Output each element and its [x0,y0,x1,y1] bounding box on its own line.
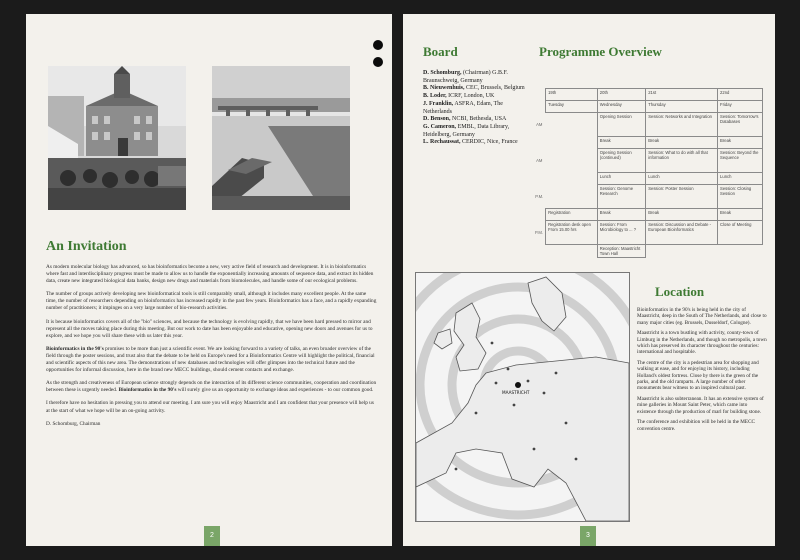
table-row [533,113,763,137]
table-row [533,137,763,149]
europe-map [415,272,630,522]
right-page [403,14,775,546]
member-name: B. Nieuwenhuis, [423,85,465,92]
day-cell: Wednesday [597,101,645,113]
table-row [533,209,763,221]
member-name: D. Benson, [423,116,451,123]
session-cell: Reception: Maastricht Town Hall [597,245,645,258]
session-cell: Break [646,209,718,221]
day-row [533,101,763,113]
empty-cell [546,149,598,173]
empty-cell [546,113,598,137]
session-cell: Break [718,137,763,149]
member-detail: CEC, Brussels, Belgium [464,85,525,92]
invitation-paragraph-5 [46,380,378,394]
session-cell: Session: Tomorrow's Databases [718,113,763,137]
table-row [533,149,763,173]
member-detail: (Chairman) G.B.F. Braunschweig, Germany [423,70,508,84]
invitation-heading: An Invitation [46,239,127,254]
date-cell: 21st [646,89,718,101]
session-cell: Session: Genome Research [597,185,645,209]
session-cell: Session: What to do with all that information [646,149,718,173]
member-detail: EMBL, Data Library, Heidelberg, Germany [423,123,510,138]
session-cell: Session: Closing Session [718,185,763,209]
page-number: 3 [580,526,596,546]
binder-holes [373,40,383,74]
empty-cell [546,173,598,185]
invitation-paragraph-4 [46,346,378,374]
location-paragraph-1: Bioinformatics in the 90's is being held in the city of Maastricht, deep in the South of The Netherlands, and close to many major cities (eg. Brussels, Dusseldorf, Cologne). [637,307,767,326]
invitation-text [46,264,378,434]
binder-hole [373,40,383,50]
map-graphic [416,273,629,521]
event-name-bold: Bioinformatics in the 90's [118,387,177,394]
empty-cell [533,173,546,185]
town-hall-photo [48,66,186,210]
maastricht-marker [515,382,521,388]
empty-cell [718,245,763,258]
member-detail: CERDIC, Nice, France [460,139,518,146]
date-row [533,89,763,101]
slot-label: AM [536,122,543,127]
slot-label: P.M. [535,230,544,235]
page-number: 2 [204,526,220,546]
table-row [533,221,763,245]
invitation-paragraph-1: As modern molecular biology has advanced, so has bioinformatics become a new, very active field of research and development. It is in bioinformatics where fast and interdisciplinary progress must be made to allow us to handle the exponentially increasing amounts of sequence data, and extract its hidden data, create new integrated biological data banks, design new drugs and materials from biomolecules, and handle some of our ecological problems. [46,264,374,285]
programme-heading: Programme Overview [539,44,662,59]
empty-cell [646,245,718,258]
date-cell: 19th [546,89,598,101]
session-cell: Session: Poster Session [646,185,718,209]
invitation-paragraph-2: The number of groups actively developing new bioinformatical tools is still comparably small, although it includes many excellent people. At the same time, the number of researchers depending on bioinformatics has increased rapidly in the past few years. Bioinformatics has a face, and a rapidly expanding number of practitioners; it impinges on a very large number of bio-research activities. [46,291,377,312]
event-name-bold: Bioinformatics in the 90's [46,345,104,352]
board-member [423,93,533,101]
session-cell: Lunch [597,173,645,185]
paragraph-5-end: will surely give us an opportunity to exchange ideas and experiences - to our common good. [176,387,374,394]
empty-cell [546,137,598,149]
board-member [423,85,533,93]
location-paragraph-2: Maastricht is a town bustling with activity, county-town of Limburg in the Netherlands, and though no metropolis, a town which has preserved its character throughout the centuries: international and hospitable. [637,330,767,356]
session-cell: Close of Meeting [718,221,763,245]
session-cell: Registration desk open From 15.00 hrs [546,221,598,245]
table-row [533,245,763,258]
member-detail: NCBI, Bethesda, USA [450,116,507,123]
board-member [423,124,533,139]
empty-cell [546,245,598,258]
day-cell: Friday [718,101,763,113]
member-name: J. Franklin, [423,100,454,107]
empty-cell [533,89,546,101]
session-cell: Break [646,137,718,149]
session-cell: Break [718,209,763,221]
paragraph-5-start: As the strength and creativeness of European science strongly depends on the interaction of its different science communities, cooperation and coordination between these is urgently needed. [46,380,377,394]
location-heading: Location [655,284,705,299]
session-cell: Lunch [646,173,718,185]
location-paragraph-4: Maastricht is also subterranean. It has an extensive system of mine galleries in Mount Saint Peter, which came into existence through the production of marl for building stone. [637,395,764,415]
paragraph-4-rest: promises to be more than just a scientific event. We are looking forward to a variety of talks, an even broader overview of the field through the poster sessions, and trust also that the debate to be held on Europe's need for a Bioinformatics Centre will highlight the political, financial and scientific aspects of this new area. The demonstrations of new databases and technologies will offer glimpses into the technical future and the opportunities for informal discussion, here in the brand new MECC buildings, should cement contacts and exchange. [46,345,375,374]
table-row [533,185,763,209]
board-member [423,101,533,116]
signature: D. Schomburg, Chairman [46,420,101,427]
day-cell: Thursday [646,101,718,113]
member-name: L. Rechaussat, [423,139,461,146]
binder-hole [373,57,383,67]
slot-label: P.M. [535,194,544,199]
empty-cell [546,185,598,209]
invitation-paragraph-6: I therefore have no hesitation in pressing you to attend our meeting. I am sure you will enjoy Maastricht and I am confident that your presence will help us at the start of what we hope will be an on-going activity. [46,400,374,414]
session-cell: Session: Beyond the Sequence [718,149,763,173]
empty-cell [533,101,546,113]
session-cell: Session: Networks and Integration [646,113,718,137]
empty-cell [533,137,546,149]
session-cell: Opening Session [597,113,645,137]
map-center-label: MAASTRICHT [502,390,530,395]
empty-cell [533,245,546,258]
member-detail: ICRF, London, UK [446,93,495,100]
date-cell: 20th [597,89,645,101]
invitation-paragraph-3: It is because bioinformatics covers all of the "bio" sciences, and because the technology is evolving rapidly, that we have been hard pressed to mirror and represent all the moves taking place during this meeting. But our work to date has been enjoyable and educative, opening new doors and avenues for us to explore, and we hope you will share these with us later this year. [46,318,373,339]
board-list [423,70,533,147]
member-name: D. Schomburg, [423,70,462,76]
location-paragraph-5: The conference and exhibition will be held in the MECC convention centre. [637,419,755,432]
day-cell: Tuesday [546,101,598,113]
location-text [637,307,767,436]
session-cell: Lunch [718,173,763,185]
member-name: B. Loder, [423,93,447,100]
table-row [533,173,763,185]
river-photo [212,66,350,210]
board-member [423,70,533,85]
board-member [423,116,533,124]
session-cell: Opening Session (continued) [597,149,645,173]
session-cell: Session: From Microbiology to ... ? [597,221,645,245]
member-detail: ASFRA, Edam, The Netherlands [423,100,503,115]
slot-label: AM [536,158,543,163]
empty-cell [533,209,546,221]
programme-table [533,88,763,258]
session-cell: Break [597,209,645,221]
session-cell: Session: Discussion and Debate - European Bioinformatics [646,221,718,245]
member-name: G. Cameron, [423,123,457,130]
left-page [26,14,392,546]
date-cell: 22nd [718,89,763,101]
board-member [423,139,533,147]
location-paragraph-3: The centre of the city is a pedestrian area for shopping and walking at ease, and for enjoying its history, including Holland's oldest fortress. Close by there is the green of the parks, and the old ramparts. A large number of other monuments bear witness to an inspired cultural past. [637,359,759,392]
board-heading: Board [423,44,458,59]
session-cell: Break [597,137,645,149]
session-cell: Registration [546,209,598,221]
